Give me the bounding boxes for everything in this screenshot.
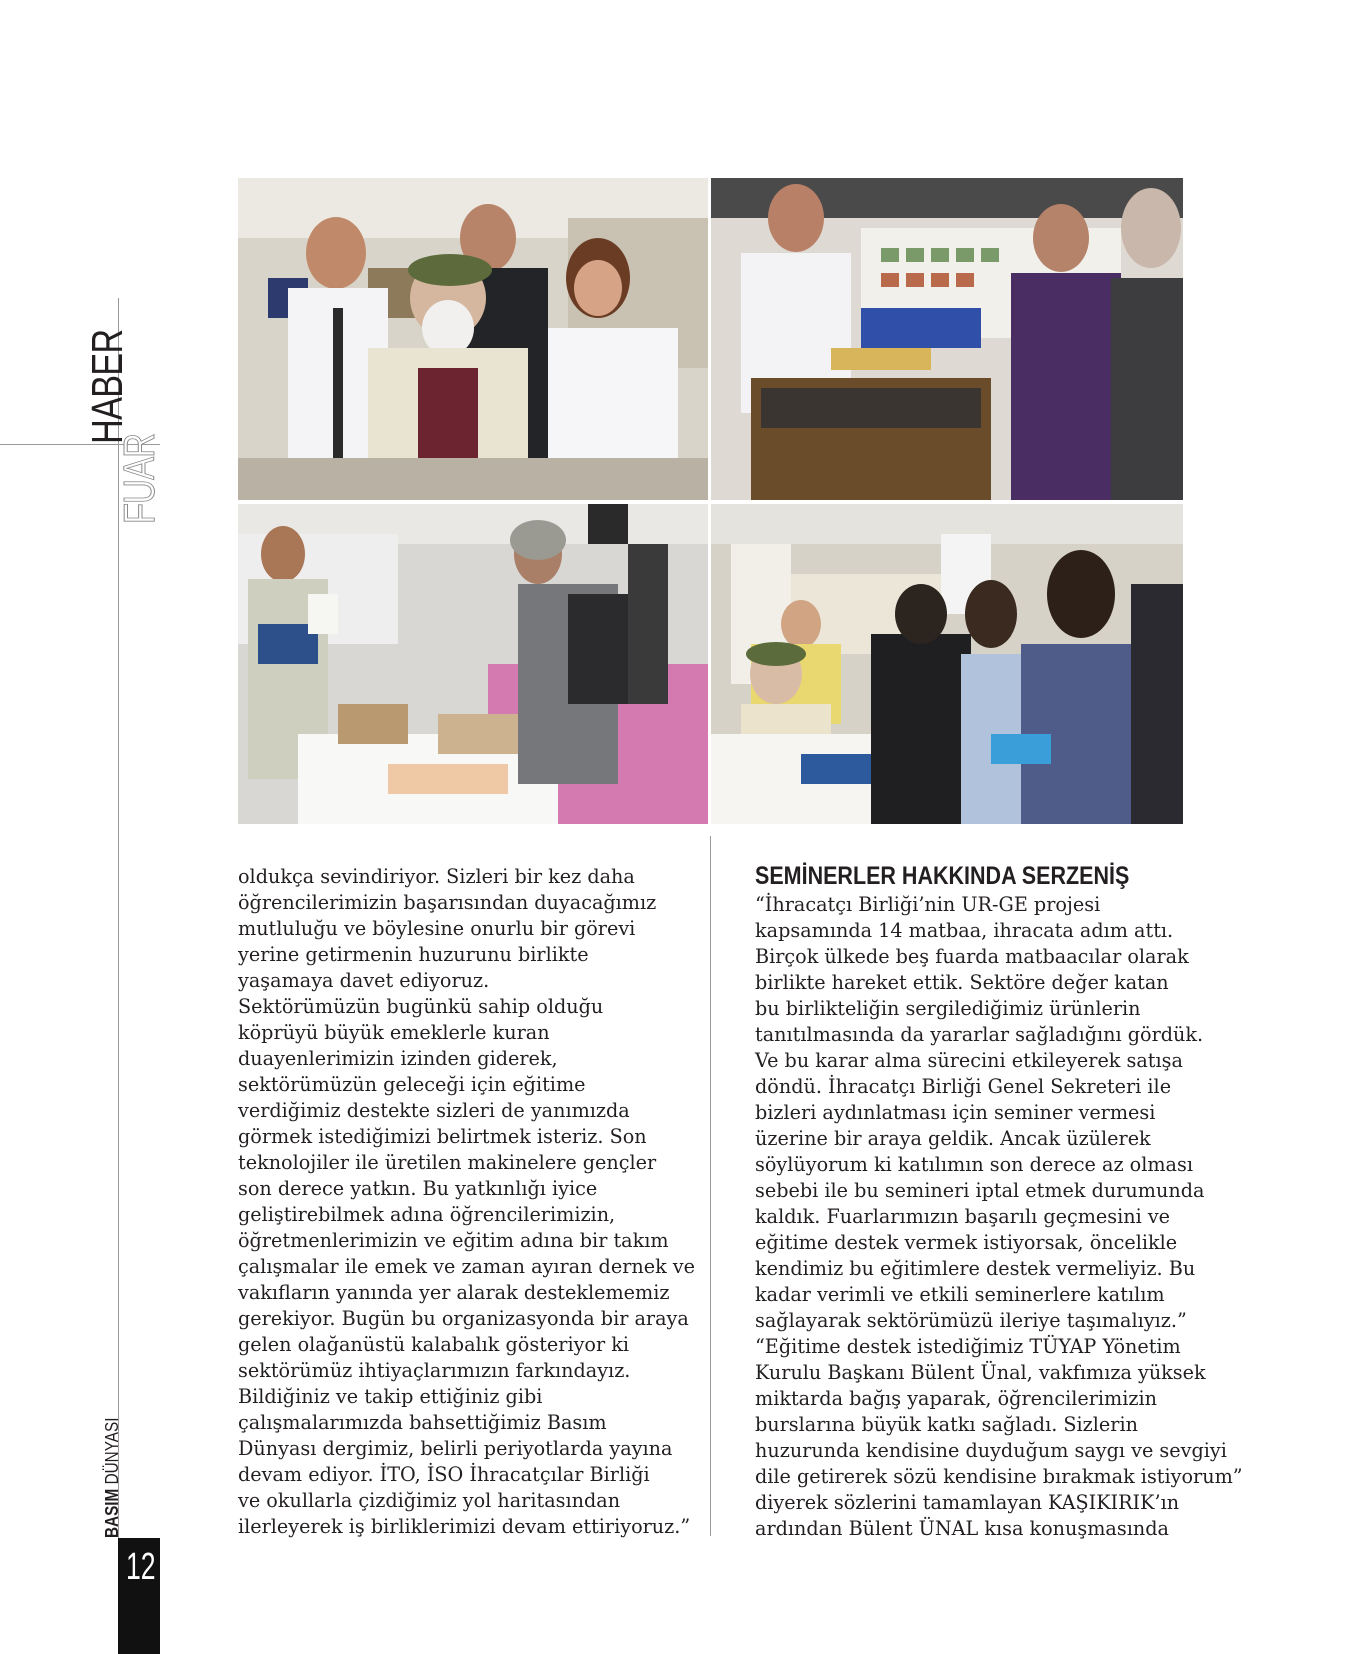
text-line: miktarda bağış yaparak, öğrencilerimizin: [755, 1387, 1157, 1410]
text-line: tanıtılmasında da yararlar sağladığını gördük.: [755, 1023, 1204, 1046]
text-line: son derece yatkın. Bu yatkınlığı iyice: [238, 1177, 598, 1200]
text-line: eğitime destek vermek istiyorsak, öncelikle: [755, 1231, 1178, 1254]
text-line: huzurunda kendisine duyduğum saygı ve sevgiyi: [755, 1439, 1227, 1462]
text-line: duayenlerimizin izinden giderek,: [238, 1047, 558, 1070]
text-line: döndü. İhracatçı Birliği Genel Sekreteri ile: [755, 1075, 1172, 1098]
text-line: bu birlikteliğin sergilediğimiz ürünlerin: [755, 997, 1141, 1020]
text-line: mutluluğu ve böylesine onurlu bir görevi: [238, 917, 636, 940]
text-line: köprüyü büyük emeklerle kuran: [238, 1021, 550, 1044]
column-divider: [710, 836, 711, 1536]
article-right-column: [755, 862, 1243, 1542]
text-line: ve okullarla çizdiğimiz yol haritasından: [238, 1489, 621, 1512]
text-line: diyerek sözlerini tamamlayan KAŞIKIRIK’ın: [755, 1491, 1180, 1514]
text-line: gelen olağanüstü kalabalık gösteriyor ki: [238, 1333, 630, 1356]
text-line: sebebi ile bu semineri iptal etmek durumunda: [755, 1179, 1205, 1202]
text-line: söylüyorum ki katılımın son derece az olması: [755, 1153, 1193, 1176]
text-line: Kurulu Başkanı Bülent Ünal, vakfımıza yüksek: [755, 1361, 1206, 1384]
magazine-brand: [103, 1418, 121, 1538]
text-line: Bildiğiniz ve takip ettiğiniz gibi: [238, 1385, 543, 1408]
text-line: kendimiz bu eğitimlere destek vermeliyiz. Bu: [755, 1257, 1196, 1280]
text-line: çalışmalarımızda bahsettiğimiz Basım: [238, 1411, 607, 1434]
text-line: yerine getirmenin huzurunu birlikte: [238, 943, 589, 966]
text-line: verdiğimiz destekte sizleri de yanımızda: [238, 1099, 630, 1122]
text-line: öğrencilerimizin başarısından duyacağımız: [238, 891, 657, 914]
text-line: “Eğitime destek istediğimiz TÜYAP Yönetim: [755, 1335, 1181, 1358]
text-line: görmek istediğimizi belirtmek isteriz. Son: [238, 1125, 647, 1148]
section-heading: SEMİNERLER HAKKINDA SERZENİŞ: [755, 862, 1130, 890]
article-left-column: [238, 864, 696, 1540]
text-line: kaldık. Fuarlarımızın başarılı geçmesini ve: [755, 1205, 1171, 1228]
text-line: devam ediyor. İTO, İSO İhracatçılar Birliği: [238, 1463, 650, 1486]
section-label-fuar: FUAR: [115, 433, 164, 524]
text-line: bizleri aydınlatması için seminer vermesi: [755, 1101, 1156, 1124]
text-line: ardından Bülent ÜNAL kısa konuşmasında: [755, 1517, 1169, 1540]
text-line: Ve bu karar alma sürecini etkileyerek satışa: [755, 1049, 1183, 1072]
text-line: çalışmalar ile emek ve zaman ayıran dernek ve: [238, 1255, 696, 1278]
text-line: Birçok ülkede beş fuarda matbaacılar olarak: [755, 945, 1189, 968]
photo-paper-making-demo: [711, 178, 1183, 500]
text-line: sağlayarak sektörümüzü ileriye taşımalıyız.”: [755, 1309, 1187, 1332]
text-line: öğretmenlerimizin ve eğitim adına bir takım: [238, 1229, 669, 1252]
text-line: oldukça sevindiriyor. Sizleri bir kez daha: [238, 865, 635, 888]
text-line: üzerine bir araya geldik. Ancak üzülerek: [755, 1127, 1151, 1150]
text-line: Sektörümüzün bugünkü sahip olduğu: [238, 995, 604, 1018]
text-line: birlikte hareket ettik. Sektöre değer katan: [755, 971, 1169, 994]
text-line: vakıfların yanında yer alarak desteklememiz: [238, 1281, 670, 1304]
text-line: sektörümüz ihtiyaçlarımızın farkındayız.: [238, 1359, 631, 1382]
section-label-haber: HABER: [83, 329, 132, 444]
text-line: yaşamaya davet ediyoruz.: [238, 969, 490, 992]
page-number: 12: [126, 1546, 156, 1588]
text-line: Dünyası dergimiz, belirli periyotlarda yayına: [238, 1437, 673, 1460]
photo-book-signing-crowd: [711, 504, 1183, 824]
brand-bold: BASIM: [102, 1488, 122, 1538]
text-line: burslarına büyük katkı sağladı. Sizlerin: [755, 1413, 1138, 1436]
text-line: geliştirebilmek adına öğrencilerimizin,: [238, 1203, 616, 1226]
text-line: sektörümüzün geleceği için eğitime: [238, 1073, 586, 1096]
text-line: gerekiyor. Bugün bu organizasyonda bir araya: [238, 1307, 689, 1330]
photo-booth-visitor: [238, 504, 708, 824]
text-line: dile getirerek sözü kendisine bırakmak istiyorum”: [755, 1465, 1243, 1488]
text-line: teknolojiler ile üretilen makinelere gençler: [238, 1151, 657, 1174]
photo-visitors-group: [238, 178, 708, 500]
text-line: kapsamında 14 matbaa, ihracata adım attı.: [755, 919, 1174, 942]
text-line: ilerleyerek iş birliklerimizi devam ettiriyoruz.”: [238, 1515, 691, 1538]
text-line: “İhracatçı Birliği’nin UR-GE projesi: [755, 893, 1101, 916]
text-line: kadar verimli ve etkili seminerlere katılım: [755, 1283, 1165, 1306]
brand-light: DÜNYASI: [102, 1417, 122, 1485]
